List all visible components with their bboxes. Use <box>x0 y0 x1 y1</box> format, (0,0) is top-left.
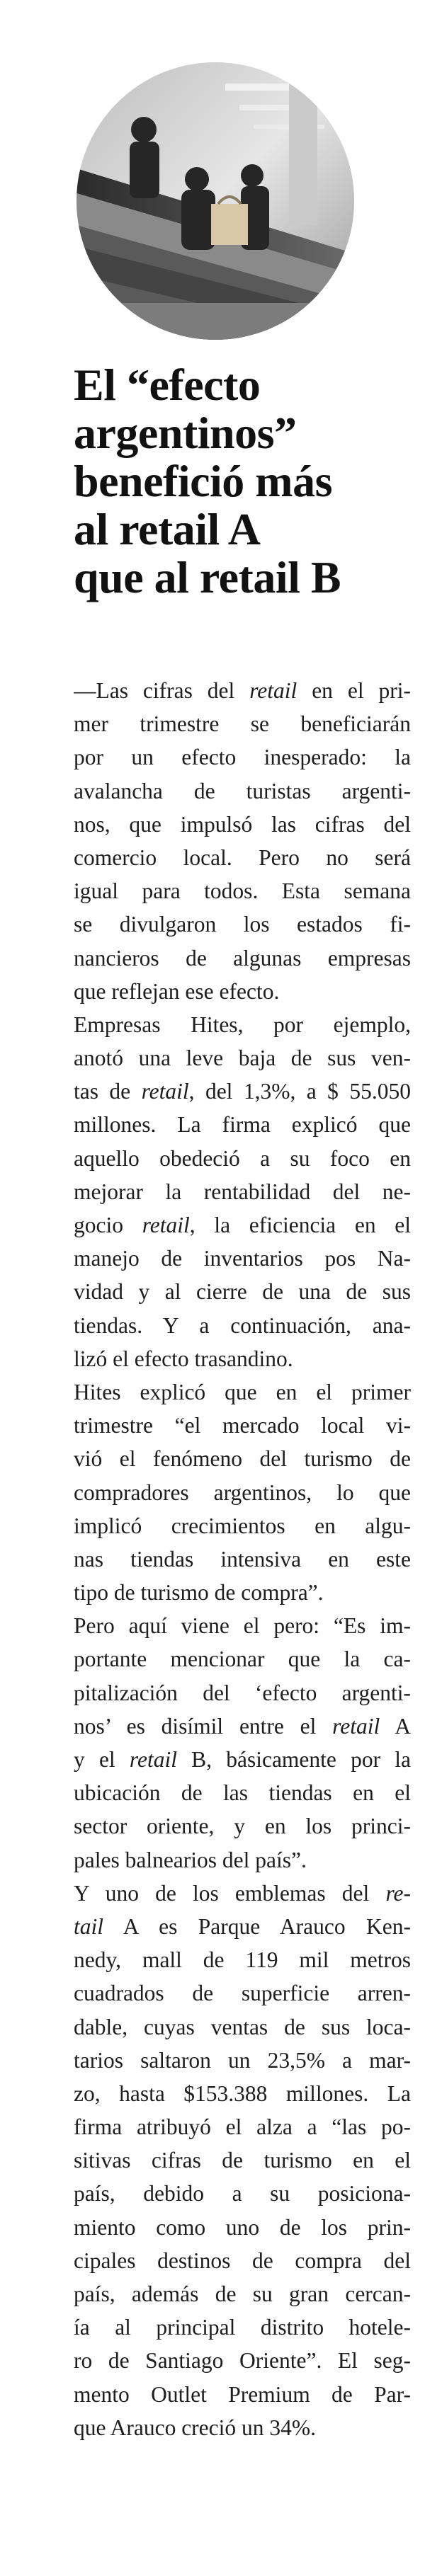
body-line: tas de retail, del 1,3%, a $ 55.050 <box>74 1079 411 1104</box>
body-line: mento Outlet Premium de Par- <box>74 2381 411 2407</box>
body-line: anotó una leve baja de sus ven- <box>74 1046 411 1071</box>
body-line: compradores argentinos, lo que <box>74 1479 411 1505</box>
body-line: sitivas cifras de turismo en el <box>74 2148 411 2173</box>
body-line: Empresas Hites, por ejemplo, <box>74 1012 411 1037</box>
headline-line: que al retail B <box>74 552 341 602</box>
photo-illustration <box>76 62 354 340</box>
italic-term: retail <box>141 1079 189 1104</box>
body-line: dable, cuyas ventas de sus loca- <box>74 2014 411 2039</box>
body-line: vió el fenómeno del turismo de <box>74 1446 411 1472</box>
body-line: lizó el efecto trasandino. <box>74 1346 293 1371</box>
body-line: que reflejan ese efecto. <box>74 978 280 1004</box>
body-line: nos, que impulsó las cifras del <box>74 811 411 837</box>
body-line: vidad y al cierre de una de sus <box>74 1279 411 1305</box>
body-line: tipo de turismo de compra”. <box>74 1580 324 1605</box>
body-line: y el retail B, básicamente por la <box>74 1747 411 1772</box>
body-line: por un efecto inesperado: la <box>74 745 411 770</box>
body-line: pales balnearios del país”. <box>74 1847 307 1872</box>
body-line: Pero aquí viene el pero: “Es im- <box>74 1613 411 1639</box>
italic-term: re- <box>385 1880 411 1906</box>
body-line: millones. La firma explicó que <box>74 1112 411 1138</box>
body-line: se divulgaron los estados fi- <box>74 912 411 937</box>
body-line: tarios saltaron un 23,5% a mar- <box>74 2047 411 2073</box>
body-line: pitalización del ‘efecto argenti- <box>74 1680 411 1705</box>
headline-line: benefició más <box>74 456 332 506</box>
body-line: firma atribuyó el alza a “las po- <box>74 2114 411 2140</box>
headline-line: argentinos” <box>74 408 297 458</box>
body-line: comercio local. Pero no será <box>74 845 411 870</box>
body-line: nedy, mall de 119 mil metros <box>74 1947 411 1973</box>
body-line: cipales destinos de compra del <box>74 2248 411 2273</box>
italic-term: tail <box>74 1913 104 1939</box>
body-line: tail A es Parque Arauco Ken- <box>74 1913 411 1939</box>
body-line: país, además de su gran cercan- <box>74 2282 411 2306</box>
italic-term: retail <box>249 678 298 703</box>
body-line: ía al principal distrito hotele- <box>74 2315 411 2340</box>
body-line: tiendas. Y a continuación, ana- <box>74 1312 411 1338</box>
body-line: país, debido a su posiciona- <box>74 2181 411 2206</box>
body-line: igual para todos. Esta semana <box>74 878 411 904</box>
body-line: que Arauco creció un 34%. <box>74 2415 316 2440</box>
body-line: nos’ es disímil entre el retail A <box>74 1713 411 1739</box>
body-line: sector oriente, y en los princi- <box>74 1814 411 1839</box>
body-line: cuadrados de superficie arren- <box>74 1981 411 2006</box>
body-line: ubicación de las tiendas en el <box>74 1780 411 1806</box>
headline-line: El “efecto <box>74 360 261 410</box>
body-line: zo, hasta $153.388 millones. La <box>74 2080 411 2106</box>
body-line: —Las cifras del retail en el pri- <box>74 678 411 703</box>
body-line: ro de Santiago Oriente”. El seg- <box>74 2348 411 2374</box>
body-line: Hites explicó que en el primer <box>74 1379 411 1404</box>
headline-line: al retail A <box>74 504 261 554</box>
body-line: miento como uno de los prin- <box>74 2214 411 2240</box>
escalator-shoppers-photo <box>76 62 354 340</box>
body-line: portante mencionar que la ca- <box>74 1647 411 1672</box>
body-line: nas tiendas intensiva en este <box>74 1546 411 1572</box>
body-line: aquello obedeció a su foco en <box>74 1145 411 1171</box>
body-line: manejo de inventarios pos Na- <box>74 1246 411 1271</box>
body-line: mer trimestre se beneficiarán <box>74 711 411 737</box>
italic-term: retail <box>129 1747 177 1772</box>
body-line: nancieros de algunas empresas <box>74 945 411 971</box>
body-line: Y uno de los emblemas del re- <box>74 1880 411 1906</box>
italic-term: retail <box>332 1713 380 1739</box>
headline <box>74 361 414 602</box>
body-line: mejorar la rentabilidad del ne- <box>74 1179 411 1204</box>
body-line: implicó crecimientos en algu- <box>74 1513 411 1538</box>
body-line: gocio retail, la eficiencia en el <box>74 1213 411 1237</box>
italic-term: retail <box>142 1213 190 1237</box>
article-body <box>74 674 411 2444</box>
body-line: trimestre “el mercado local vi- <box>74 1413 411 1438</box>
body-line: avalancha de turistas argenti- <box>74 778 411 803</box>
